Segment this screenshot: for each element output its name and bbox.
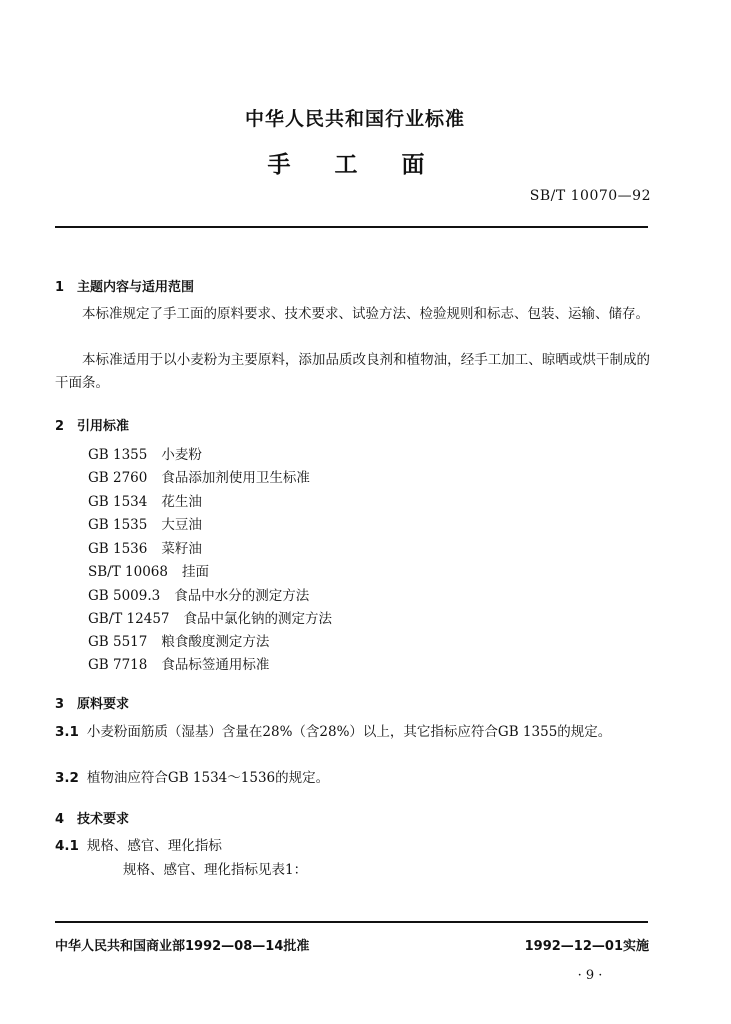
reference-item: [88, 607, 332, 627]
effective-date: 1992—12—01实施: [524, 939, 649, 954]
clause-3-2: [55, 767, 655, 790]
standard-code: SB/T 10070—92: [529, 188, 651, 204]
page-number: · 9 ·: [577, 968, 603, 983]
reference-name: 食品中水分的测定方法: [174, 588, 310, 604]
reference-code: GB/T 12457: [88, 611, 170, 627]
section-3-heading: [55, 693, 129, 712]
reference-item: [88, 560, 209, 580]
reference-name: 挂面: [181, 564, 209, 580]
clause-3-1-number: 3.1: [55, 724, 79, 740]
reference-code: GB 1355: [88, 447, 148, 463]
section-1-paragraph-1-text: 本标准规定了手工面的原料要求、技术要求、试验方法、检验规则和标志、包装、运输、储存。: [82, 306, 649, 322]
section-2-title: 引用标准: [77, 419, 130, 434]
reference-name: 大豆油: [161, 517, 202, 533]
top-rule-divider: [55, 226, 648, 228]
reference-name: 食品中氯化钠的测定方法: [183, 611, 332, 627]
section-3-title: 原料要求: [77, 697, 130, 712]
reference-code: GB 1534: [88, 494, 148, 510]
section-1-paragraph-1: [55, 303, 650, 326]
reference-code: GB 5009.3: [88, 588, 161, 604]
clause-4-1-text: 规格、感官、理化指标: [86, 838, 222, 854]
approval-statement: 中华人民共和国商业部1992—08—14批准: [55, 939, 310, 954]
document-title: 手 工 面: [267, 152, 443, 178]
reference-item: [88, 490, 202, 510]
reference-item: [88, 466, 310, 486]
clause-4-1-number: 4.1: [55, 838, 79, 854]
reference-name: 食品添加剂使用卫生标准: [161, 470, 310, 486]
reference-name: 花生油: [161, 494, 202, 510]
section-1-number: 1: [55, 280, 65, 295]
reference-code: GB 7718: [88, 657, 148, 673]
section-3-number: 3: [55, 697, 65, 712]
reference-name: 菜籽油: [161, 541, 202, 557]
section-4-title: 技术要求: [77, 812, 130, 827]
clause-4-1: [55, 835, 655, 858]
reference-item: [88, 537, 202, 557]
reference-code: GB 1536: [88, 541, 148, 557]
reference-item: [88, 443, 202, 463]
section-2-number: 2: [55, 419, 65, 434]
bottom-rule-divider: [55, 921, 648, 923]
clause-3-2-text: 植物油应符合GB 1534～1536的规定。: [86, 770, 330, 786]
clause-4-1-subtext: 规格、感官、理化指标见表1：: [123, 862, 308, 878]
reference-code: GB 5517: [88, 634, 148, 650]
section-4-number: 4: [55, 812, 65, 827]
section-1-paragraph-2-text: 本标准适用于以小麦粉为主要原料，添加品质改良剂和植物油，经手工加工、晾晒或烘干制成的干面条。: [55, 352, 650, 391]
reference-name: 小麦粉: [161, 447, 202, 463]
clause-3-1-text: 小麦粉面筋质（湿基）含量在28%（含28%）以上，其它指标应符合GB 1355的规定。: [86, 724, 612, 740]
section-1-paragraph-2: [55, 349, 650, 395]
org-title: 中华人民共和国行业标准: [244, 108, 465, 130]
section-4-heading: [55, 808, 129, 827]
reference-item: [88, 513, 202, 533]
reference-item: [88, 584, 309, 604]
reference-code: GB 1535: [88, 517, 148, 533]
clause-3-1: [55, 721, 655, 744]
section-1-title: 主题内容与适用范围: [77, 280, 195, 295]
reference-item: [88, 653, 269, 673]
reference-name: 粮食酸度测定方法: [161, 634, 270, 650]
clause-3-2-number: 3.2: [55, 770, 79, 786]
section-1-heading: [55, 276, 194, 295]
reference-item: [88, 630, 269, 650]
reference-code: GB 2760: [88, 470, 148, 486]
reference-name: 食品标签通用标准: [161, 657, 270, 673]
reference-code: SB/T 10068: [88, 564, 168, 580]
section-2-heading: [55, 415, 129, 434]
